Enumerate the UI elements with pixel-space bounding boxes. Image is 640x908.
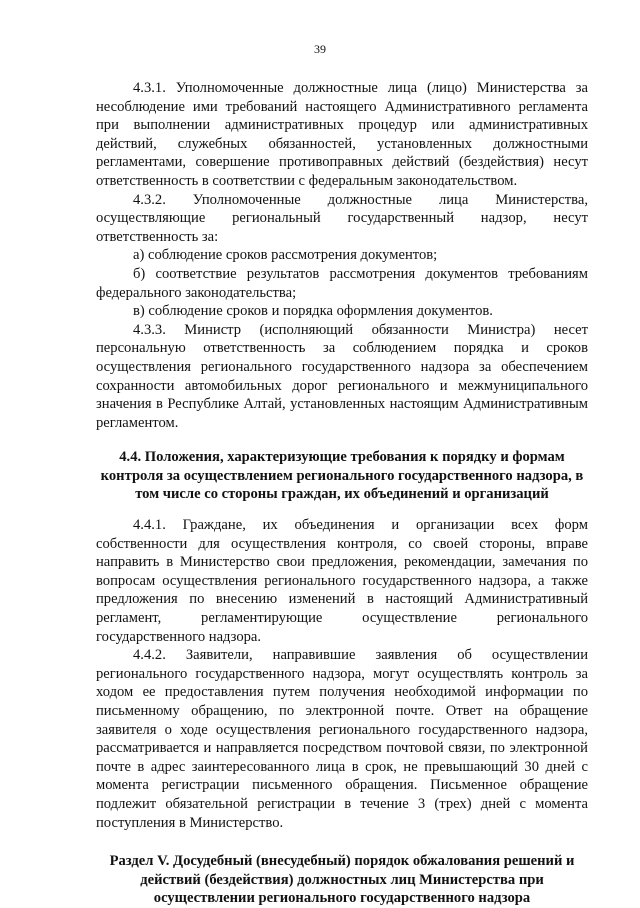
list-item-a: а) соблюдение сроков рассмотрения документов; <box>133 247 438 264</box>
paragraph-4-3-1: 4.3.1. Уполномоченные должностные лица (лицо) Министерства за несоблюдение ими требований настоящего Административного регламента при выполнении административных процедур или административных действий, служебных обязанностей, установленных должностными регламентами, совершение противоправных действий (бездействия) несут ответственность в соответствии с федеральным законодательством. <box>96 80 588 189</box>
list-item-b: б) соответствие результатов рассмотрения документов требованиям федерального законодательства; <box>96 265 588 301</box>
list-item-v: в) соблюдение сроков и порядка оформления документов. <box>133 303 493 320</box>
paragraph-4-3-3: 4.3.3. Министр (исполняющий обязанности Министра) несет персональную ответственность за соблюдением порядка и сроков осуществления регионального государственного надзора за обеспечением сохранности автомобильных дорог регионального и межмуниципального значения в Республике Алтай, установленных настоящим Административным регламентом. <box>96 321 588 431</box>
heading-section-5: Раздел V. Досудебный (внесудебный) порядок обжалования решений и действий (бездействия) должностных лиц Министерства при осуществлении регионального государственного надзора <box>109 853 575 907</box>
paragraph-4-3-2: 4.3.2. Уполномоченные должностные лица Министерства, осуществляющие региональный государственный надзор, несут ответственность за: <box>96 191 588 245</box>
heading-4-4: 4.4. Положения, характеризующие требования к порядку и формам контроля за осуществлением регионального государственного надзора, в том числе со стороны граждан, их объединений и организаций <box>100 449 584 503</box>
document-body <box>96 79 588 908</box>
paragraph-4-4-1: 4.4.1. Граждане, их объединения и организации всех форм собственности для осуществления контроля, со своей стороны, вправе направить в Министерство свои предложения, рекомендации, замечания по вопросам осуществления регионального государственного надзора, а также предложения по внесению изменений в настоящий Административный регламент, регламентирующие осуществление регионального государственного надзора. <box>96 517 588 645</box>
paragraph-4-4-2: 4.4.2. Заявители, направившие заявления об осуществлении регионального государственного надзора, могут осуществлять контроль за ходом ее предоставления путем получения необходимой информации по письменному обращению, по электронной почте. Ответ на обращение заявителя о ходе осуществления регионального государственного надзора, рассматривается и направляется посредством почтовой связи, по электронной почте в адрес заинтересованного лица в срок, не превышающий 30 дней с момента регистрации письменного обращения. Письменное обращение подлежит обязательной регистрации в течение 3 (трех) дней с момента поступления в Министерство. <box>96 647 588 831</box>
page-number: 39 <box>314 42 326 56</box>
